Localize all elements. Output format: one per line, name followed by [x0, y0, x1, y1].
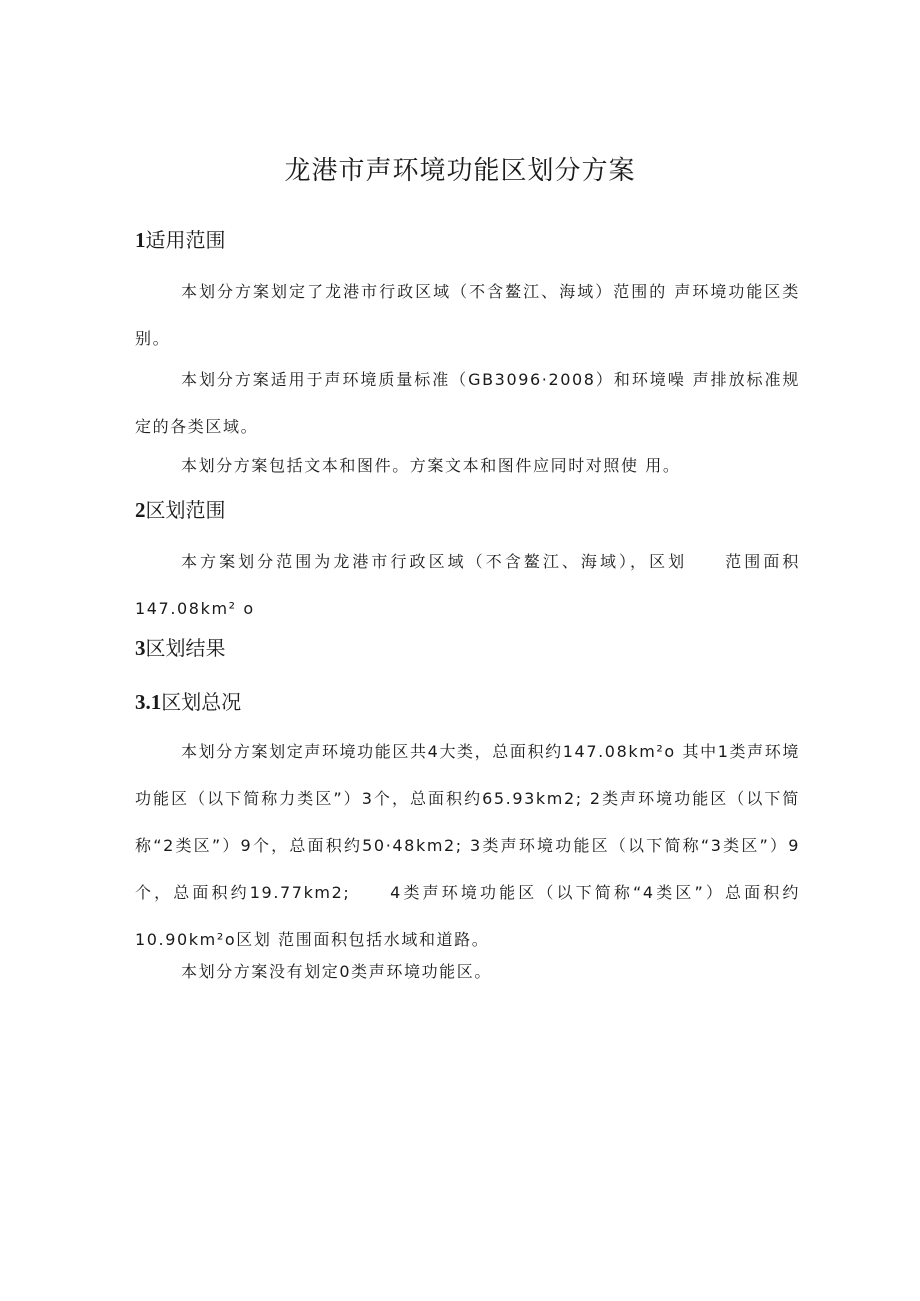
section-2-paragraph-1: 本方案划分范围为龙港市行政区域（不含鳌江、海域），区划 范围面积147.08km² o [135, 552, 800, 618]
section-3-1-heading [135, 686, 241, 715]
section-1-paragraph-3: 本划分方案包括文本和图件。方案文本和图件应同时对照使 用。 [181, 456, 681, 475]
section-3-title: 区划结果 [145, 636, 226, 660]
section-1-number: 1 [135, 228, 146, 252]
section-1-paragraph-2: 本划分方案适用于声环境质量标准（GB3096·2008）和环境噪 声排放标准规定的各类区域。 [135, 370, 800, 436]
section-1-title: 适用范围 [145, 228, 226, 252]
document-title: 龙港市声环境功能区划分方案 [284, 156, 636, 186]
section-3-1-paragraph-2: 本划分方案没有划定0类声环境功能区。 [181, 962, 492, 981]
section-3-1-number: 3.1 [135, 690, 162, 714]
section-3-1-paragraph-1: 本划分方案划定声环境功能区共4大类，总面积约147.08km²o 其中1类声环境功能区（以下简称力类区”）3个，总面积约65.93km2; 2类声环境功能区（以下简称“2类区”）9个，总面积约50·48km2; 3类声环境功能区（以下简称“3类区”）9个，总面积约19.77km2; 4类声环境功能区（以下简称“4类区”）总面积约10.90km²o区划 范围面积包括水域和道路。 [135, 742, 800, 949]
section-2-title: 区划范围 [145, 498, 226, 522]
section-1-heading [135, 224, 226, 253]
section-3-1-title: 区划总况 [161, 690, 242, 714]
section-2-number: 2 [135, 498, 146, 522]
section-3-number: 3 [135, 636, 146, 660]
section-2-heading [135, 494, 226, 523]
section-1-paragraph-1: 本划分方案划定了龙港市行政区域（不含鳌江、海域）范围的 声环境功能区类别。 [135, 282, 800, 348]
section-3-heading [135, 632, 226, 661]
